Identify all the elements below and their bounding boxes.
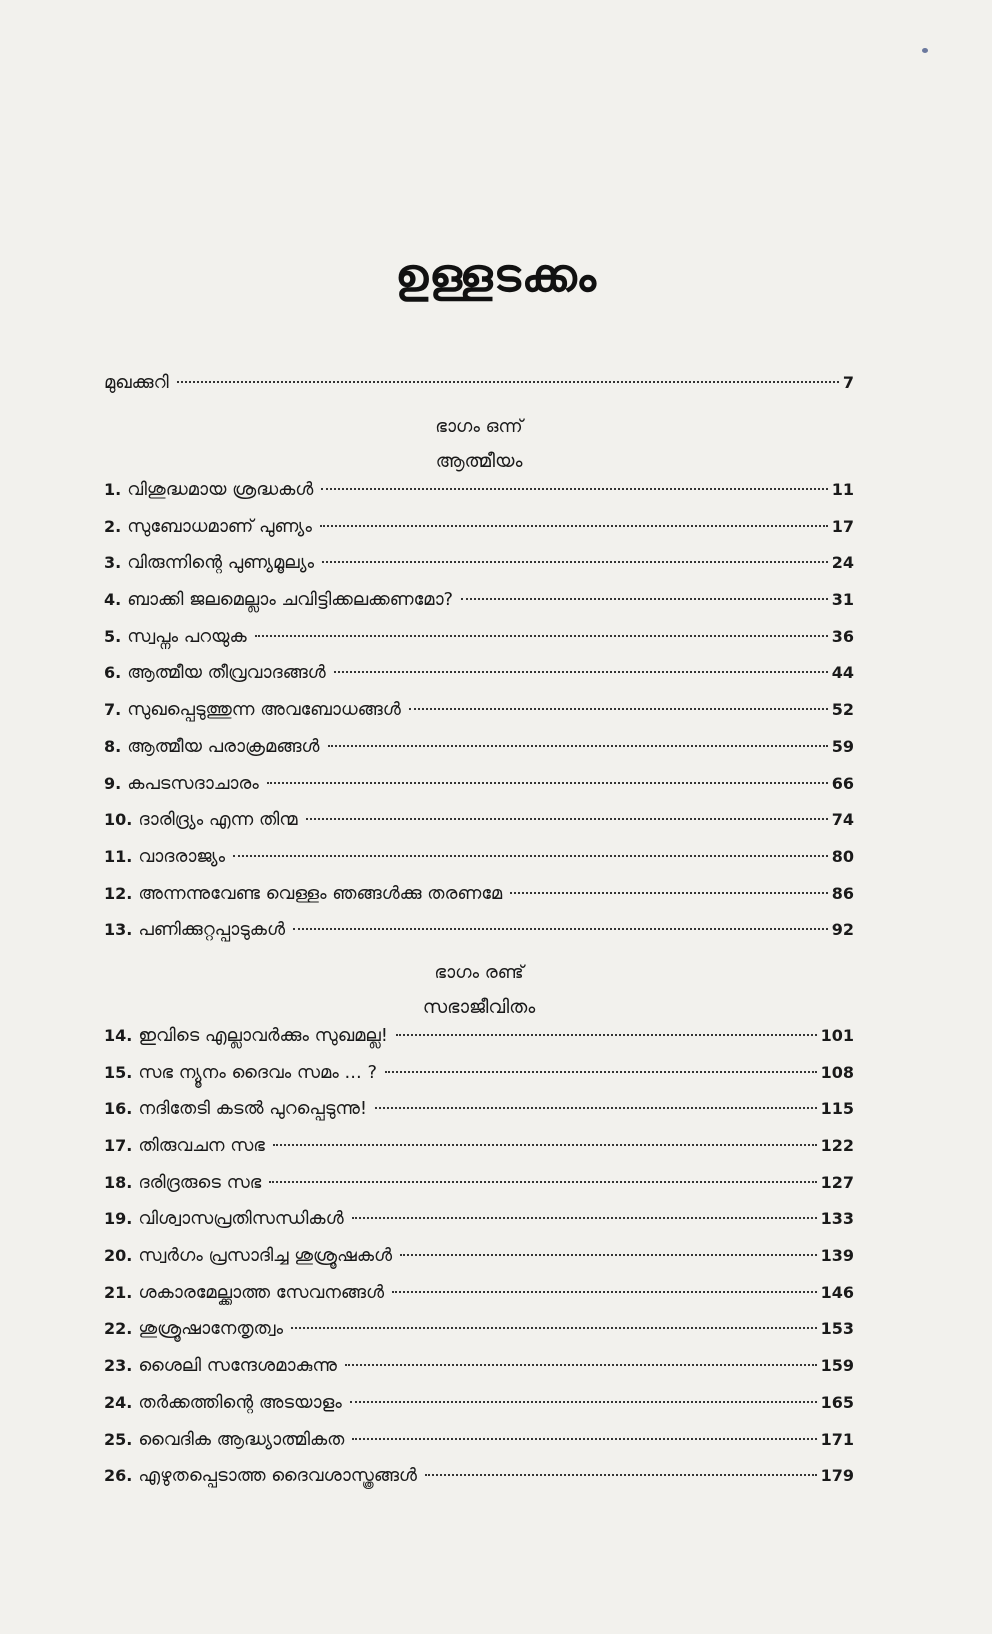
part-one-subtitle: ആത്മീയം [435,450,523,472]
toc-entry-page: 139 [820,1246,854,1266]
toc-entry-label [104,1245,396,1266]
toc-entry-title: ആത്മീയ പരാക്രമങ്ങൾ [127,735,320,757]
toc-entry-number: 8. [104,736,122,756]
toc-entry-number: 17. [104,1136,133,1155]
toc-entry [104,773,854,810]
toc-entry-title: ശുശ്രൂഷാനേതൃത്വം [138,1318,284,1340]
toc-entry-number: 20. [104,1246,133,1266]
toc-entry [104,1318,854,1355]
toc-entry [104,1392,854,1429]
toc-entry [104,1465,854,1502]
toc-entry-page: 92 [831,920,854,940]
toc-entry [104,1245,854,1282]
toc-entry-number: 22. [104,1319,133,1339]
toc-entry [104,736,854,773]
part-two-subtitle: സഭാജീവിതം [422,995,536,1018]
toc-entry-number: 11. [104,846,133,866]
dot-leader [396,1034,817,1036]
dot-leader [352,1217,817,1219]
toc-entry [104,1135,854,1172]
toc-entry-page: 66 [831,773,854,793]
toc-entry-page: 52 [831,700,854,720]
toc-entry-title: നദിതേടി കടൽ പുറപ്പെടുന്നു! [138,1098,368,1120]
dot-leader [510,892,828,894]
toc-entry-page: 108 [820,1062,854,1082]
toc-entry-page: 36 [831,626,854,646]
toc-entry-number: 1. [104,480,122,499]
toc-entry [104,626,854,663]
toc-entry-page: 7 [842,373,854,392]
dot-leader [392,1291,816,1293]
dot-leader [273,1144,817,1146]
toc-entry-label [104,1208,348,1229]
toc-entry-page: 115 [820,1099,854,1119]
toc-entry-title: വാദരാജ്യം [138,845,226,867]
dot-leader [322,561,828,563]
toc-entry-label [104,1355,341,1376]
table-of-contents [104,372,854,1502]
toc-entry-number: 19. [104,1209,133,1229]
toc-entry-title: കപടസദാചാരം [127,772,259,794]
toc-entry-number: 26. [104,1466,133,1486]
toc-entry-title: സഭ ന്യൂനം ദൈവം സമം ... ? [138,1061,377,1083]
toc-entry-title: സ്വപ്നം പറയുക [127,625,247,647]
toc-entry-number: 9. [104,773,122,793]
toc-entry [104,1429,854,1466]
toc-entry-title: തിരുവചന സഭ [138,1135,265,1156]
dot-leader [425,1474,817,1476]
toc-entry-number: 15. [104,1062,133,1082]
toc-entry [104,699,854,736]
toc-entry [104,662,854,699]
toc-entry-page: 80 [831,846,854,866]
dot-leader [177,381,839,383]
toc-entry-label [104,516,316,537]
toc-entry-label [104,736,324,757]
toc-entry-page: 179 [820,1466,854,1486]
dot-leader [350,1401,817,1403]
toc-entry-label [104,1172,265,1193]
toc-entry [104,1172,854,1209]
dot-leader [321,488,827,490]
toc-entry-title: ഇവിടെ എല്ലാവർക്കും സുഖമല്ല! [138,1024,388,1046]
toc-entry-page: 59 [831,736,854,756]
toc-entry [104,883,854,920]
toc-entry-label [104,846,229,867]
toc-entry-page: 127 [820,1172,854,1192]
toc-entry-title: അന്നന്നുവേണ്ട വെള്ളം ഞങ്ങൾക്കു തരണമേ [138,882,503,904]
toc-entry-label [104,699,405,720]
toc-entry-label [104,809,302,830]
toc-entry-page: 122 [820,1136,854,1155]
toc-entry-title: വിരുന്നിന്റെ പുണ്യമൂല്യം [127,552,315,574]
toc-entry-title: ദാരിദ്ര്യം എന്ന തിന്മ [138,809,298,831]
toc-entry-number: 3. [104,553,122,573]
toc-entry-number: 24. [104,1392,133,1412]
toc-entry-label [104,919,289,940]
part-two-heading: ഭാഗം രണ്ട് [434,961,524,983]
toc-entry-number: 16. [104,1099,133,1119]
ink-speck [922,48,928,53]
toc-entry-label [104,1465,421,1486]
toc-entry [104,1098,854,1135]
dot-leader [233,855,828,857]
dot-leader [328,745,828,747]
toc-entry-page: 101 [820,1025,854,1045]
toc-entry-number: 5. [104,626,122,646]
toc-entry-page: 24 [831,553,854,573]
toc-entry-title: ശൈലി സന്ദേശമാകുന്നു [138,1355,337,1377]
toc-entry [104,1062,854,1099]
toc-entry-label: മുഖക്കുറി [104,372,169,393]
toc-entry-label [104,552,318,573]
toc-entry-title: എഴുതപ്പെടാത്ത ദൈവശാസ്ത്രങ്ങൾ [138,1465,417,1487]
toc-entry-page: 133 [820,1209,854,1229]
toc-entry-preface [104,372,854,406]
dot-leader [375,1107,816,1109]
dot-leader [385,1071,817,1073]
toc-entry-page: 11 [831,480,854,499]
toc-entry [104,516,854,553]
dot-leader [293,928,828,930]
toc-entry-label [104,662,330,683]
part-one-heading: ഭാഗം ഒന്ന് [435,416,523,437]
toc-entry-label [104,1098,371,1119]
toc-entry-label [104,589,457,610]
dot-leader [345,1364,817,1366]
toc-entry-title: ബാക്കി ജലമെല്ലാം ചവിട്ടിക്കലക്കണമോ? [127,589,454,611]
toc-entry-page: 165 [820,1392,854,1412]
toc-entry [104,919,854,956]
toc-entry-label [104,1135,269,1156]
toc-entry-label [104,1392,346,1413]
dot-leader [269,1181,816,1183]
toc-entry-title: ശകാരമേല്ക്കാത്ത സേവനങ്ങൾ [138,1281,385,1303]
toc-entry-page: 74 [831,810,854,830]
toc-entry [104,552,854,589]
toc-entry [104,846,854,883]
toc-entry-page: 44 [831,663,854,683]
toc-entry [104,1208,854,1245]
dot-leader [320,525,828,527]
dot-leader [352,1438,816,1440]
toc-entry [104,1282,854,1319]
dot-leader [334,671,828,673]
toc-entry-title: വൈദിക ആദ്ധ്യാത്മികത [138,1428,345,1450]
toc-entry-label [104,1025,392,1046]
dot-leader [255,635,828,637]
toc-entry-number: 7. [104,700,122,720]
toc-entry-label [104,1282,388,1303]
toc-entry-page: 86 [831,883,854,903]
toc-entry [104,809,854,846]
toc-entry-label [104,626,251,647]
toc-entry-title: തർക്കത്തിന്റെ അടയാളം [138,1391,342,1413]
toc-entry-number: 2. [104,516,122,536]
toc-entry-page: 31 [831,590,854,610]
toc-entry-label [104,1318,287,1339]
toc-entry-number: 14. [104,1025,133,1045]
dot-leader [291,1327,817,1329]
toc-entry-title: സ്വർഗം പ്രസാദിച്ച ശുശ്രൂഷകൾ [138,1245,393,1267]
toc-entry-page: 153 [820,1319,854,1339]
toc-entry-label [104,1429,348,1450]
toc-entry-page: 146 [820,1282,854,1302]
toc-entry-number: 4. [104,590,122,610]
toc-entry-number: 13. [104,920,133,940]
dot-leader [409,708,828,710]
toc-entry [104,479,854,516]
toc-entry-title: ആത്മീയ തീവ്രവാദങ്ങൾ [127,662,326,684]
toc-entry-page: 171 [820,1429,854,1449]
toc-entry-title: വിശ്വാസപ്രതിസന്ധികൾ [138,1208,344,1230]
toc-entry-number: 18. [104,1172,133,1192]
toc-entry-title: വിശുദ്ധമായ ശ്രദ്ധകൾ [127,479,314,500]
toc-entry [104,589,854,626]
toc-entry [104,1025,854,1062]
toc-entry-number: 23. [104,1356,133,1376]
dot-leader [267,782,828,784]
toc-entry-page: 159 [820,1356,854,1376]
toc-entry-number: 25. [104,1429,133,1449]
dot-leader [461,598,828,600]
toc-entry-page: 17 [831,516,854,536]
toc-entry-number: 6. [104,663,122,683]
toc-entry-label [104,773,263,794]
toc-entry-label [104,479,317,500]
toc-entry-label [104,1062,381,1083]
toc-entry-title: പണിക്കുറ്റപ്പാടുകൾ [138,919,286,941]
dot-leader [400,1254,817,1256]
page-title: ഉള്ളടക്കം [395,248,597,302]
toc-entry-label [104,883,506,904]
part-two-entries [104,1025,854,1502]
toc-entry-number: 10. [104,810,133,830]
toc-entry-number: 12. [104,883,133,903]
toc-entry-number: 21. [104,1282,133,1302]
part-one-entries [104,479,854,956]
toc-entry-title: സുഖപ്പെടുത്തുന്ന അവബോധങ്ങൾ [127,699,401,721]
dot-leader [306,818,828,820]
toc-entry-title: സുബോധമാണ് പുണ്യം [127,515,312,537]
toc-entry-title: ദരിദ്രരുടെ സഭ [138,1171,262,1193]
toc-entry [104,1355,854,1392]
